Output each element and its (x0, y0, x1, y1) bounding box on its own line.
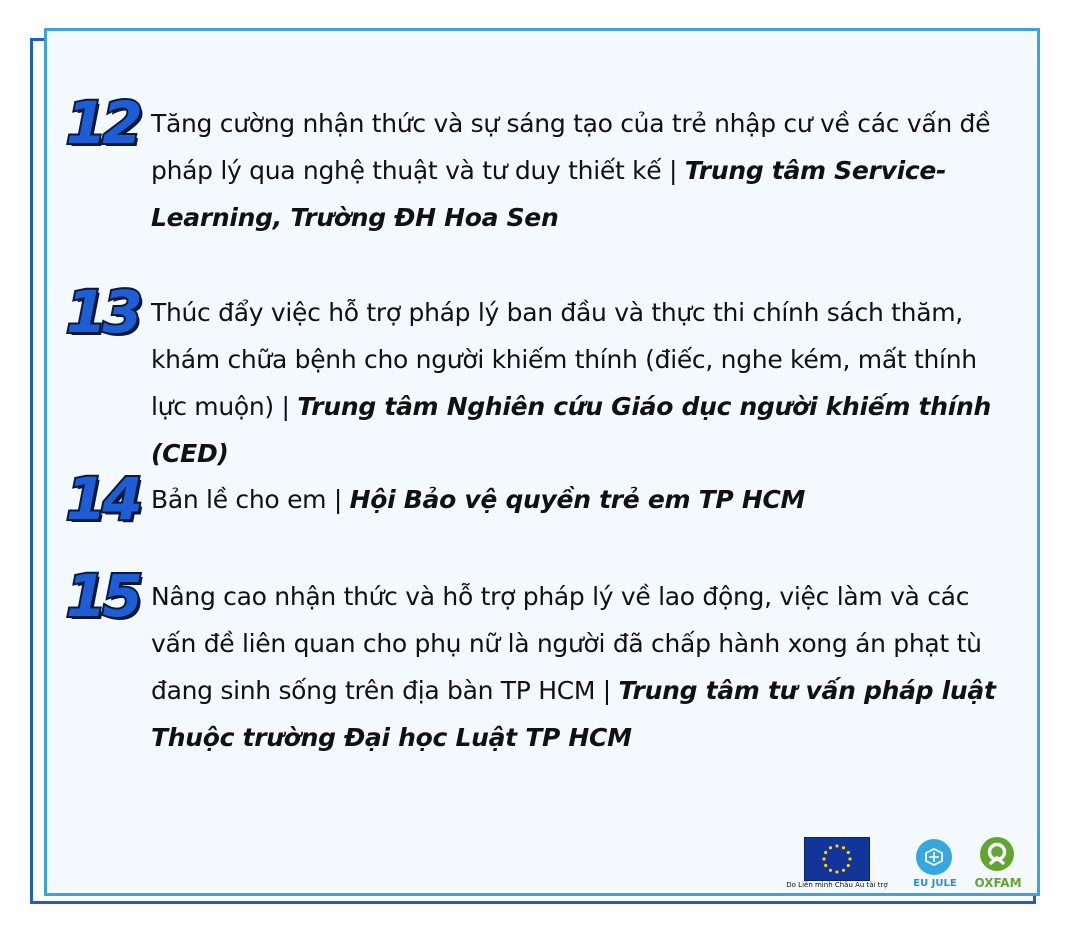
item-description: Nâng cao nhận thức và hỗ trợ pháp lý về lao động, việc làm và các vấn đề liên quan cho phụ nữ là người đã chấp hành xong án phạt tù đang sinh sống trên địa bàn TP HCM | (151, 582, 982, 705)
oxfam-label: OXFAM (974, 876, 1022, 890)
item-text (151, 476, 1011, 523)
item-number: 14 (66, 465, 139, 533)
item-text (151, 573, 1011, 761)
oxfam-logo-icon (980, 837, 1014, 871)
item-description: Bản lề cho em | (151, 485, 350, 514)
item-organization: Trung tâm tư vấn pháp luật Thuộc trường Đại học Luật TP HCM (151, 676, 996, 752)
eu-flag-icon (804, 837, 870, 881)
item-number: 12 (66, 89, 139, 157)
item-description: Thúc đẩy việc hỗ trợ pháp lý ban đầu và thực thi chính sách thăm, khám chữa bệnh cho người khiếm thính (điếc, nghe kém, mất thính lực muộn) | (151, 298, 977, 421)
eu-caption: Do Liên minh Châu Âu tài trợ (786, 881, 888, 889)
item-text (151, 100, 1011, 241)
item-organization: Hội Bảo vệ quyền trẻ em TP HCM (349, 485, 806, 514)
eu-jule-logo-icon (916, 839, 952, 875)
item-organization: Trung tâm Service-Learning, Trường ĐH Hoa Sen (151, 156, 947, 232)
item-number: 15 (66, 562, 139, 630)
eu-jule-label: EU JULE (913, 878, 957, 889)
item-number: 13 (66, 278, 139, 346)
eu-stars-icon (805, 838, 869, 880)
item-text (151, 289, 1011, 477)
item-description: Tăng cường nhận thức và sự sáng tạo của trẻ nhập cư về các vấn đề pháp lý qua nghệ thuật và tư duy thiết kế | (151, 109, 991, 185)
sponsor-logos (782, 835, 1032, 895)
item-organization: Trung tâm Nghiên cứu Giáo dục người khiếm thính (CED) (151, 392, 991, 468)
